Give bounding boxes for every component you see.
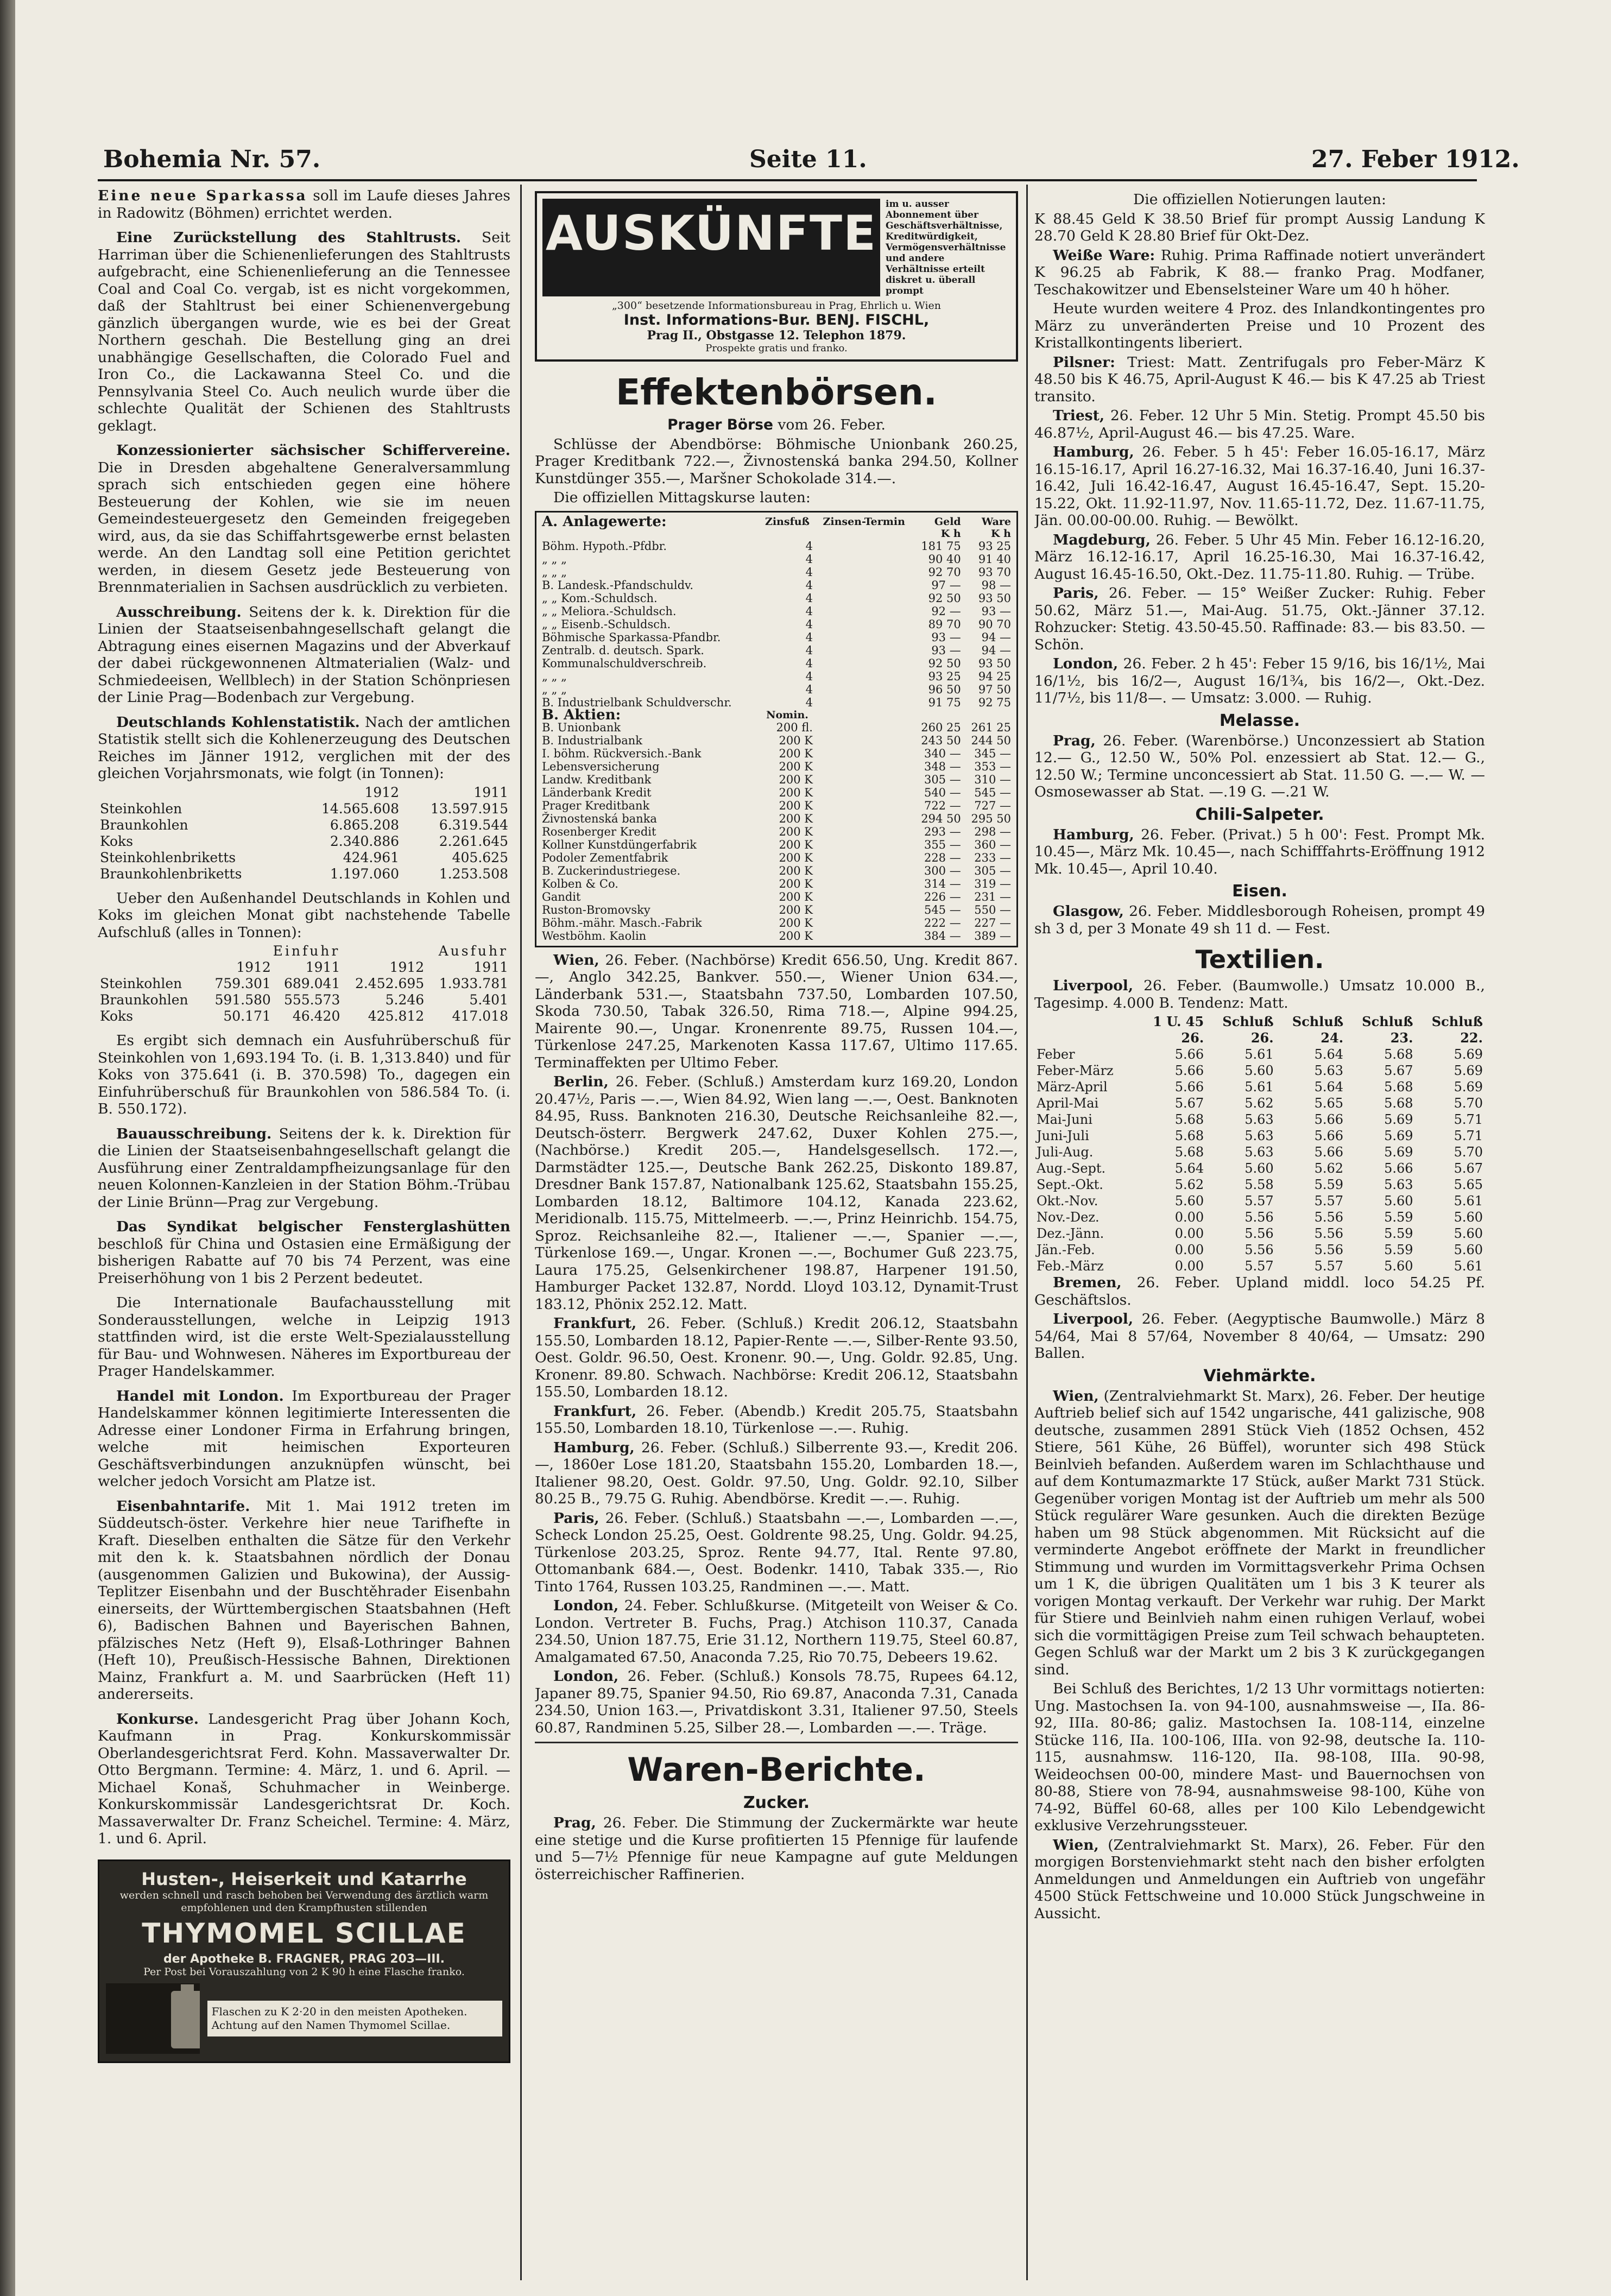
article-ausschreibung: Ausschreibung. Seitens der k. k. Direktion für die Linien der Staatseisenbahngesellschaft gelangt die Abtragung eines eisernen Magazins und der Abverkauf der dabei rückgewonnenen Altmaterialien (Walz- und Schmiedeeisen, Wellblech) in der Station Schönpriesen der Linie Prag—Bodenbach zur Vergebung. — [98, 603, 510, 706]
article-eisenbahntarife: Eisenbahntarife. Mit 1. Mai 1912 treten im Süddeutsch-öster. Verkehre hier neue Tarifhefte in Kraft. Dieselben enthalten die Sätze für den Verkehr mit den k. k. Staatsbahnen nördlich der Donau (ausgenommen Galizien und Bukowina), der Aussig-Teplitzer Eisenbahn und der Buschtěhrader Eisenbahn einerseits, der Württembergischen Staatsbahnen (Heft 6), Badischen Bahnen und Bayerischen Bahnen, pfälzisches Netz (Heft 9), Elsaß-Lothringer Bahnen (Heft 10), Preußisch-Hessische Bahnen, Direktionen Mainz, Frankfurt a. M. und Saarbrücken (Heft 11) andererseits. — [98, 1497, 510, 1703]
table-row: Lebensversicherung 200 K 348 — 353 — — [542, 760, 1011, 773]
table-row: „ „ „ 4 92 70 93 70 — [542, 565, 1011, 579]
auskuenfte-title: AUSKÜNFTE — [545, 205, 877, 261]
liverpool-baumwolle: Liverpool, 26. Feber. (Baumwolle.) Umsatz 10.000 B., Tagesimp. 4.000 B. Tendenz: Matt. — [1034, 977, 1485, 1011]
table-row: „ „ „ 4 90 40 91 40 — [542, 552, 1011, 566]
table-row: Podoler Zementfabrik 200 K 228 — 233 — — [542, 851, 1011, 864]
table-row: Kolben & Co. 200 K 314 — 319 — — [542, 877, 1011, 890]
london-schluss: London, 26. Feber. (Schluß.) Konsols 78.75, Rupees 64.12, Japaner 89.75, Spanier 94.50, Rio 69.87, Anaconda 7.31, Canada 234.50, Union 163.—, Privatdiskont 3.31, Italiener 97.50, Steels 60.87, Randminen 5.25, Silber 28.—, Lombarden —.—. Träge. — [535, 1668, 1018, 1736]
table-row: „ „ Eisenb.-Schuldsch. 4 89 70 90 70 — [542, 617, 1011, 631]
table-row: B. Industrielbank Schuldverschr. 4 91 75 92 75 — [542, 695, 1011, 709]
table-row: Okt.-Nov. 5.60 5.57 5.57 5.60 5.61 — [1037, 1193, 1483, 1209]
coal-trade-table: Einfuhr Ausfuhr 1912 1911 1912 1911 Steinkohlen 759.301 689.041 2.452.695 1.933.781 Braunkohlen 591.580 555.573 5.246 5.401 Koks 50.171 46.420 425.812 417.018 — [98, 943, 510, 1024]
table-row: Mai-Juni 5.68 5.63 5.66 5.69 5.71 — [1037, 1112, 1483, 1127]
hamburg-zucker: Hamburg, 26. Feber. 5 h 45': Feber 16.05-16.17, März 16.15-16.17, April 16.27-16.32, Mai 16.37-16.40, Juni 16.37-16.42, Juli 16.42-16.47, August 16.45-16.47, Sept. 15.20-15.22, Okt. 11.92-11.97, Nov. 11.65-11.72, Dez. 11.67-11.75, Jän. 00.00-00.00. Ruhig. — Bewölkt. — [1034, 444, 1485, 529]
table-row: Feber 5.66 5.61 5.64 5.68 5.69 — [1037, 1047, 1483, 1062]
frankfurt-boerse: Frankfurt, 26. Feber. (Schluß.) Kredit 206.12, Staatsbahn 155.50, Lombarden 18.12, Papier-Rente —.—, Silber-Rente 93.50, Oest. Goldr. 96.50, Oest. Kronenr. 90.—, Ung. Goldr. 92.85, Ung. Kronenr. 89.80. Schwach. Nachbörse: Kredit 206.12, Staatsbahn 155.50, Lombarden 18.12. — [535, 1315, 1018, 1400]
table-row: „ „ Kom.-Schuldsch. 4 92 50 93 50 — [542, 591, 1011, 605]
wien-viehmarkt-notierungen: Bei Schluß des Berichtes, 1/2 13 Uhr vormittags notierten: Ung. Mastochsen Ia. von 94-100, ausnahmsweise —, IIa. 86-92, IIIa. 80-86; galiz. Mastochsen Ia. 108-114, einzelne Stücke 116, IIa. 100-106, IIIa. von 92-98, deutsche Ia. 110-115, ausnahmsw. 116-120, IIa. 98-108, IIIa. 90-98, Weideochsen 00-00, mindere Mast- und Bauernochsen von 80-88, Stiere von 78-94, ausnahmsweise 98-100, Kühe von 74-92, Büffel 60-68, alles per 100 Kilo Lebendgewicht exklusive Verzehrungssteuer. — [1034, 1680, 1485, 1834]
article-aussenhandel: Ueber den Außenhandel Deutschlands in Kohlen und Koks im gleichen Monat gibt nachstehende Tabelle Aufschluß (alles in Tonnen): — [98, 889, 510, 941]
article-bauausschreibung: Bauausschreibung. Seitens der k. k. Direktion für die Linien der Staatseisenbahngesellschaft gelangt die Ausführung einer Zentraldampfheizungsanlage für den neuen Kolonnen-Kanzleien in der Station Böhm.-Trübau der Linie Brünn—Prag zur Vergebung. — [98, 1125, 510, 1211]
column-3 — [1034, 191, 1485, 2281]
melasse-prag: Prag, 26. Feber. (Warenbörse.) Unconzessiert ab Station 12.— G., 12.50 W., 50% Pol. enzessiert ab Stat. 12.— G., 12.50 W.; Termine unconcessiert ab Stat. 11.50 G. —.— W. — Osmosewasser ab Stat. —.19 G. —.21 W. — [1034, 732, 1485, 800]
table-row: März-April 5.66 5.61 5.64 5.68 5.69 — [1037, 1079, 1483, 1095]
inlandkontingent: Heute wurden weitere 4 Proz. des Inlandkontingentes pro März zu unveränderten Preise und 10 Prozent des Kristallkontingents liberiert. — [1034, 300, 1485, 351]
table-row: Aug.-Sept. 5.64 5.60 5.62 5.66 5.67 — [1037, 1161, 1483, 1176]
table-row: Braunkohlen 591.580 555.573 5.246 5.401 — [100, 992, 508, 1008]
chili-salpeter-title: Chili-Salpeter. — [1195, 805, 1324, 824]
table-row: Landw. Kreditbank 200 K 305 — 310 — — [542, 773, 1011, 786]
table-row: Feber-März 5.66 5.60 5.63 5.67 5.69 — [1037, 1063, 1483, 1078]
table-row: B. Landesk.-Pfandschuldv. 4 97 — 98 — — [542, 578, 1011, 592]
coal-production-table: 1912 1911 Steinkohlen 14.565.608 13.597.915 Braunkohlen 6.865.208 6.319.544 Koks 2.340.886 2.261.645 Steinkohlenbriketts 424.961 405.625 Braunkohlenbriketts 1.197.060 1.253.508 — [98, 785, 510, 882]
table-row: Rosenberger Kredit 200 K 293 — 298 — — [542, 825, 1011, 838]
header-page-number: Seite 11. — [749, 146, 867, 173]
header-issue: Bohemia Nr. 57. — [103, 146, 321, 173]
zucker-title: Zucker. — [743, 1793, 810, 1812]
table-row: Živnostenská banka 200 K 294 50 295 50 — [542, 812, 1011, 825]
header-date: 27. Feber 1912. — [1311, 146, 1520, 173]
table-row: Sept.-Okt. 5.62 5.58 5.59 5.63 5.65 — [1037, 1177, 1483, 1192]
article-syndikat: Das Syndikat belgischer Fensterglashütten beschloß für China und Ostasien eine Ermäßigung der bisherigen Rabatte auf 70 bis 74 Perzent, was eine Preiserhöhung von 1 bis 2 Perzent bedeutet. — [98, 1218, 510, 1287]
table-row: Kollner Kunstdüngerfabrik 200 K 355 — 360 — — [542, 838, 1011, 851]
table-row: Braunkohlenbriketts 1.197.060 1.253.508 — [100, 865, 508, 882]
chili-hamburg: Hamburg, 26. Feber. (Privat.) 5 h 00': Fest. Prompt Mk. 10.45—, März Mk. 10.45—, nach Schifffahrts-Eröffnung 1912 Mk. 10.45—, April 10.40. — [1034, 826, 1485, 877]
table-row: Koks 50.171 46.420 425.812 417.018 — [100, 1008, 508, 1024]
table-row: „ „ „ 4 96 50 97 50 — [542, 682, 1011, 696]
eisen-title: Eisen. — [1232, 882, 1287, 901]
table-row: Böhmische Sparkassa-Pfandbr. 4 93 — 94 — — [542, 630, 1011, 644]
column-rule-2 — [1026, 185, 1028, 2280]
table-row: B. Industrialbank 200 K 243 50 244 50 — [542, 733, 1011, 747]
zucker-prag: Prag, 26. Feber. Die Stimmung der Zuckermärkte war heute eine stetige und die Kurse profitierten 15 Pfennige für laufende und 5—7½ Pfennige für neue Kampagne auf gute Meldungen österreichischer Raffinerien. — [535, 1814, 1018, 1883]
article-konkurse: Konkurse. Landesgericht Prag über Johann Koch, Kaufmann in Prag. Konkurskommissär Oberlandesgerichtsrat Ferd. Kohn. Massaverwalter Dr. Otto Bergmann. Termine: 4. März, 1. und 6. April. — Michael Konaš, Schuhmacher in Weinberge. Konkurskommissär Landesgerichtsrat Dr. Koch. Massaverwalter Dr. Franz Scheichel. Termine: 4. März, 1. und 6. April. — [98, 1710, 510, 1847]
article-baufachausstellung: Die Internationale Baufachausstellung mit Sonderausstellungen, welche in Leipzig 1913 stattfinden wird, ist die erste Welt-Spezialausstellung für Bau- und Wohnwesen. Näheres im Exportbureau der Prager Handelskammer. — [98, 1294, 510, 1380]
table-row: Zentralb. d. deutsch. Spark. 4 93 — 94 — — [542, 643, 1011, 657]
bremen-baumwolle: Bremen, 26. Feber. Upland middl. loco 54.25 Pf. Geschäftslos. — [1034, 1274, 1485, 1308]
table-row: „ „ Meliora.-Schuldsch. 4 92 — 93 — — [542, 604, 1011, 618]
table-row: Prager Kreditbank 200 K 722 — 727 — — [542, 799, 1011, 812]
table-row: Juli-Aug. 5.68 5.63 5.66 5.69 5.70 — [1037, 1144, 1483, 1160]
article-ueberschuss: Es ergibt sich demnach ein Ausfuhrüberschuß für Steinkohlen von 1,693.194 To. (i. B. 1,313.840) und für Koks von 375.641 (i. B. 370.598) To., dagegen ein Einfuhrüberschuß für Braunkohlen von 586.584 To. (i. B. 550.172). — [98, 1032, 510, 1117]
table-row: Kommunalschuldverschreib. 4 92 50 93 50 — [542, 656, 1011, 670]
notierungen-head: Die offiziellen Notierungen lauten: — [1133, 191, 1386, 208]
table-row: Nov.-Dez. 0.00 5.56 5.56 5.59 5.60 — [1037, 1210, 1483, 1225]
article-schiffervereine: Konzessionierter sächsischer Schiffervereine. Die in Dresden abgehaltene Generalversammlung sprach sich entschieden gegen eine höhere Besteuerung der Kohlen, wie sie im neuen Gemeindesteuergesetz den Gemeinden freigegeben wird, aus, da sie das Schiffahrtsgewerbe ernst belasten werde. An den Landtag soll eine Petition gerichtet werden, in diesem Gesetz jede Besteuerung von Brennmaterialien in Sachsen ausdrücklich zu verbieten. — [98, 442, 510, 596]
berlin-boerse: Berlin, 26. Feber. (Schluß.) Amsterdam kurz 169.20, London 20.47½, Paris —.—, Wien 84.92, Wien lang —.—, Oest. Banknoten 84.95, Russ. Banknoten 216.30, Deutsche Reichsanleihe 82.—, Deutsch-österr. Bergwerk 247.62, Duxer Kohlen 275.—, (Nachbörse.) Kredit 205.—, Handelsgesellsch. 172.—, Darmstädter 125.—, Deutsche Bank 262.25, Diskonto 189.87, Dresdner Bank 157.87, Nationalbank 125.62, Staatsbahn 155.25, Lombarden 18.12, Baltimore 104.12, Kanada 223.62, Meridionalb. 115.75, Mittelmeerb. —.—, Prinz Heinrichb. 154.75, Sproz. Reichsanleihe 82.—, Italiener —.—, Spanier —.—, Türkenlose 169.—, Ungar. Kronen —.—, Bochumer Guß 223.75, Laura 175.25, Gelsenkirchener 198.87, Harpener 191.50, Hamburger Packet 132.87, Nordd. Lloyd 103.12, Dynamit-Trust 183.12, Phönix 252.12. Matt. — [535, 1073, 1018, 1313]
auskuenfte-advertisement: AUSKÜNFTE im u. ausser Abonnement über Geschäftsverhältnisse, Kreditwürdigkeit, Vermögensverhältnisse und andere Verhältnisse erteilt diskret u. überall prompt „300“ besetzende Informationsbureau in Prag, Ehrlich u. Wien Inst. Informations-Bur. BENJ. FISCHL, Prag II., Obstgasse 12. Telephon 1879. Prospekte gratis und franko. — [535, 191, 1018, 362]
column-2 — [535, 191, 1018, 2281]
prager-boerse-text: Schlüsse der Abendbörse: Böhmische Unionbank 260.25, Prager Kreditbank 722.—, Živnostenská banka 294.50, Kollner Kunstdünger 355.—, Maršner Schokolade 314.—. — [535, 435, 1018, 487]
london-boerse: London, 24. Feber. Schlußkurse. (Mitgeteilt von Weiser & Co. London. Vertreter B. Fuchs, Prag.) Atchison 110.37, Canada 234.50, Union 187.75, Erie 31.12, Northern 119.75, Steel 60.87, Amalgamated 67.50, Anaconda 7.25, Rio 70.75, Debeers 19.62. — [535, 1597, 1018, 1666]
wien-borstenvieh: Wien, (Zentralviehmarkt St. Marx), 26. Feber. Für den morgigen Borstenviehmarkt steht nach den bisher erfolgten Anmeldungen und Anmeldungen ein Auftrieb von ungefähr 4500 Stück Fettschweine und 10.000 Stück Jungschweine in Aussicht. — [1034, 1836, 1485, 1922]
thymomel-brand: THYMOMEL SCILLAE — [142, 1917, 466, 1949]
article-handel-london: Handel mit London. Im Exportbureau der Prager Handelskammer können legitimierte Interessenten die Adresse einer Londoner Firma in Erfahrung bringen, welche mit heimischen Exporteuren Geschäftsverbindungen anzuknüpfen wünscht, bei welcher jedoch Vorsicht am Platze ist. — [98, 1387, 510, 1490]
london-zucker: London, 26. Feber. 2 h 45': Feber 15 9/16, bis 16/1½, Mai 16/1½, bis 16/2—, August 16/1¾, bis 16/2—, Okt.-Dez. 11/7½, bis 11/8—. — Umsatz: 3.000. — Ruhig. — [1034, 655, 1485, 706]
table-row: Feb.-März 0.00 5.57 5.57 5.60 5.61 — [1037, 1258, 1483, 1274]
thymomel-advertisement: Husten-, Heiserkeit und Katarrhe werden schnell und rasch behoben bei Verwendung des ärztlich warm empfohlenen und den Krampfhusten stillenden THYMOMEL SCILLAE der Apotheke B. FRAGNER, PRAG 203—III. Per Post bei Vorauszahlung von 2 K 90 h eine Flasche franko. Flaschen zu K 2·20 in den meisten Apotheken. Achtung auf den Namen Thymomel Scillae. — [98, 1859, 510, 2063]
table-row: Dez.-Jänn. 0.00 5.56 5.56 5.59 5.60 — [1037, 1226, 1483, 1241]
article-sparkassa: Eine neue Sparkassa soll im Laufe dieses Jahres in Radowitz (Böhmen) errichtet werden. — [98, 187, 510, 222]
wien-boerse: Wien, 26. Feber. (Nachbörse) Kredit 656.50, Ung. Kredit 867.—, Anglo 342.25, Bankver. 550.—, Wiener Union 634.—, Länderbank 531.—, Staatsbahn 737.50, Lombarden 107.50, Skoda 730.50, Tabak 326.50, Rima 718.—, Alpine 994.25, Mairente 90.—, Ungar. Kronenrente 89.75, Russen 104.—, Türkenlose 247.25, Markenoten Kassa 117.67, Ultimo 117.65. Terminaffekten per Ultimo Feber. — [535, 951, 1018, 1071]
eisen-glasgow: Glasgow, 26. Feber. Middlesborough Roheisen, prompt 49 sh 3 d, per 3 Monate 49 sh 11 d. — Fest. — [1034, 903, 1485, 937]
table-row: Juni-Juli 5.68 5.63 5.66 5.69 5.71 — [1037, 1128, 1483, 1143]
header-rule — [98, 179, 1477, 181]
anlagewerte-table: A. Anlagewerte: Zinsfuß Zinsen-Termin Geld Ware K h K h Böhm. Hypoth.-Pfdbr. 4 181 75 93 25 „ „ „ 4 90 40 91 40 „ „ „ 4 92 70 93 70 B. Landesk.-Pfandschuldv. 4 97 — 98 — „ „ Kom.-Schuldsch. 4 92 50 93 50 „ „ Meliora.-Schuldsch. 4 92 — 93 — „ „ Eisenb.-Schuldsch. 4 89 70 90 70 Böhmische Sparkassa-Pfandbr. 4 93 — 94 — Zentralb. d. deutsch. Spark. 4 93 — 94 — Kommunalschuldverschreib. 4 92 50 93 50 „ „ „ 4 93 25 94 25 „ „ „ 4 96 50 97 50 B. Industrielbank Schuldverschr. 4 91 75 92 75 B. Aktien: Nomin. B. Unionbank 200 fl. 260 25 261 25 B. Industrialbank 200 K 243 50 244 50 I. böhm. Rückversich.-Bank 200 K 340 — 345 — Lebensversicherung 200 K 348 — 353 — Landw. Kreditbank 200 K 305 — 310 — Länderbank Kredit 200 K 540 — 545 — Prager Kreditbank 200 K 722 — 727 — Živnostenská banka 200 K 294 50 295 50 Rosenberger Kredit 200 K 293 — 298 — Kollner Kunstdüngerfabrik 200 K 355 — 360 — Podoler Zementfabrik 200 K 228 — 233 — B. Zuckerindustriegese. 200 K 300 — 305 — Kolben & Co. 200 K 314 — 319 — Gandit 200 K 226 — 231 — Ruston-Bromovsky 200 K 545 — 550 — Böhm.-mähr. Masch.-Fabrik 200 K 222 — 227 — Westböhm. Kaolin 200 K 384 — 389 — — [540, 516, 1013, 943]
table-row: Böhm.-mähr. Masch.-Fabrik 200 K 222 — 227 — — [542, 916, 1011, 929]
magdeburg-zucker: Magdeburg, 26. Feber. 5 Uhr 45 Min. Feber 16.12-16.20, März 16.12-16.17, April 16.25-16.30, Mai 16.37-16.42, August 16.45-16.50, Okt.-Dez. 11.75-11.80. Ruhig. — Trübe. — [1034, 531, 1485, 583]
wien-viehmarkt: Wien, (Zentralviehmarkt St. Marx), 26. Feber. Der heutige Auftrieb belief sich auf 1542 ungarische, 441 galizische, 908 deutsche, zusammen 2891 Stück Vieh (1852 Ochsen, 452 Stiere, 561 Kühe, 26 Büffel), worunter sich 498 Stück Beinlvieh befanden. Außerdem waren im Schlachthause und auf dem Kontumazmarkte 17 Stück, außer Markt 731 Stück. Gegenüber vorigen Montag ist der Auftrieb um mehr als 500 Stück regulärer Ware gesunken. Auch die direkten Bezüge haben um 98 Stück abgenommen. Mit Rücksicht auf die verminderte Angebot eröffnete der Markt in freundlicher Stimmung und wurden im Vormittagsverkehr Prima Ochsen um 1 K, die übrigen Qualitäten um 1 bis 3 K teurer als vorigen Montag verkauft. Der Verkehr war ruhig. Der Markt für Stiere und Beinlvieh nahm einen ruhigen Verlauf, wobei sich die vormittägigen Preise zum Teil schwach behaupteten. Gegen Schluß war der Markt um 2 bis 3 K zurückgegangen sind. — [1034, 1387, 1485, 1678]
prager-boerse-head: Prager Börse vom 26. Feber. — [667, 416, 886, 433]
triest-zucker: Triest, 26. Feber. 12 Uhr 5 Min. Stetig. Prompt 45.50 bis 46.87½, April-August 46.— bis 47.25. Ware. — [1034, 407, 1485, 441]
table-row: Steinkohlenbriketts 424.961 405.625 — [100, 849, 508, 865]
paris-boerse: Paris, 26. Feber. (Schluß.) Staatsbahn —.—, Lombarden —.—, Scheck London 25.25, Oest. Goldrente 98.25, Ung. Goldr. 94.25, Türkenlose 203.25, Sproz. Rente 94.77, Ital. Rente 97.80, Ottomanbank 684.—, Oest. Bodenkr. 1410, Tabak 335.—, Rio Tinto 1764, Russen 103.25, Randminen —.—. Matt. — [535, 1509, 1018, 1595]
liverpool-aegyptische: Liverpool, 26. Feber. (Aegyptische Baumwolle.) März 8 54/64, Mai 8 57/64, November 8 40/64, — Umsatz: 290 Ballen. — [1034, 1311, 1485, 1362]
melasse-title: Melasse. — [1219, 711, 1300, 730]
table-row: B. Unionbank 200 fl. 260 25 261 25 — [542, 720, 1011, 734]
table-row: Gandit 200 K 226 — 231 — — [542, 890, 1011, 903]
section-divider — [535, 1742, 1018, 1743]
table-row: B. Zuckerindustriegese. 200 K 300 — 305 — — [542, 864, 1011, 877]
pilsner-zucker: Pilsner: Triest: Matt. Zentrifugals pro Feber-März K 48.50 bis K 46.75, April-August K 46.— bis K 47.25 ab Triest transito. — [1034, 353, 1485, 405]
baumwolle-table: 1 U. 45 Schluß Schluß Schluß Schluß 26. 26. 24. 23. 22. Feber 5.66 5.61 5.64 5.68 5.69 Feber-März 5.66 5.60 5.63 5.67 5.69 März-April 5.66 5.61 5.64 5.68 5.69 April-Mai 5.67 5.62 5.65 5.68 5.70 Mai-Juni 5.68 5.63 5.66 5.69 5.71 Juni-Juli 5.68 5.63 5.66 5.69 5.71 Juli-Aug. 5.68 5.63 5.66 5.69 5.70 Aug.-Sept. 5.64 5.60 5.62 5.66 5.67 Sept.-Okt. 5.62 5.58 5.59 5.63 5.65 Okt.-Nov. 5.60 5.57 5.57 5.60 5.61 Nov.-Dez. 0.00 5.56 5.56 5.59 5.60 Dez.-Jänn. 0.00 5.56 5.56 5.59 5.60 Jän.-Feb. 0.00 5.56 5.56 5.59 5.60 Feb.-März 0.00 5.57 5.57 5.60 5.61 — [1034, 1014, 1485, 1274]
bottle-icon — [106, 1983, 200, 2054]
column-1 — [98, 187, 510, 2283]
table-row: Koks 2.340.886 2.261.645 — [100, 833, 508, 849]
table-row: Westböhm. Kaolin 200 K 384 — 389 — — [542, 929, 1011, 943]
viehmaerkte-title: Viehmärkte. — [1203, 1366, 1316, 1386]
table-row: Steinkohlen 14.565.608 13.597.915 — [100, 800, 508, 817]
table-row: „ „ „ 4 93 25 94 25 — [542, 669, 1011, 683]
notierungen-text: K 88.45 Geld K 38.50 Brief für prompt Aussig Landung K 28.70 Geld K 28.80 Brief für Okt-Dez. — [1034, 210, 1485, 244]
mittagskurse-head: Die offiziellen Mittagskurse lauten: — [553, 489, 811, 506]
table-row: Ruston-Bromovsky 200 K 545 — 550 — — [542, 903, 1011, 916]
kurse-table-box — [535, 511, 1018, 947]
article-stahltrust: Eine Zurückstellung des Stahltrusts. Seit Harriman über die Schienenlieferungen des Stahltrusts aufgebracht, eine Schienenlieferung an die Tennessee Coal and Coal Co. vergab, ist es nicht vorgekommen, daß der Stahltrust bei einer Schienenvergebung gänzlich übergangen wurde, wie es bei der Great Northern geschah. Die Bestellung ging an drei unabhängige Gesellschaften, die Colorado Fuel and Iron Co., die Lackawanna Steel Co. und die Pennsylvania Steel Co. Auch neulich wurde über die schlechte Qualität der Schienen des Stahltrusts geklagt. — [98, 229, 510, 434]
effektenboersen-title: Effektenbörsen. — [616, 371, 937, 413]
table-row: Länderbank Kredit 200 K 540 — 545 — — [542, 786, 1011, 799]
waren-berichte-title: Waren-Berichte. — [627, 1751, 926, 1789]
table-row: I. böhm. Rückversich.-Bank 200 K 340 — 345 — — [542, 747, 1011, 760]
table-row: April-Mai 5.67 5.62 5.65 5.68 5.70 — [1037, 1096, 1483, 1111]
paris-zucker: Paris, 26. Feber. — 15° Weißer Zucker: Ruhig. Feber 50.62, März 51.—, Mai-Aug. 51.75, Okt.-Jänner 37.12. Rohzucker: Stetig. 43.50-45.50. Raffinade: 83.— bis 83.50. — Schön. — [1034, 585, 1485, 653]
frankfurt-abendboerse: Frankfurt, 26. Feber. (Abendb.) Kredit 205.75, Staatsbahn 155.50, Lombarden 18.10, Türkenlose —.—. Ruhig. — [535, 1402, 1018, 1437]
table-row: Braunkohlen 6.865.208 6.319.544 — [100, 817, 508, 833]
column-rule-1 — [520, 185, 522, 2280]
table-row: Böhm. Hypoth.-Pfdbr. 4 181 75 93 25 — [542, 539, 1011, 553]
table-row: Jän.-Feb. 0.00 5.56 5.56 5.59 5.60 — [1037, 1242, 1483, 1257]
weisse-ware: Weiße Ware: Ruhig. Prima Raffinade notiert unverändert K 96.25 ab Fabrik, K 88.— franko Prag. Modfaner, Teschakowitzer und Ebenselsteiner Ware um 40 h höher. — [1034, 246, 1485, 298]
table-row: Steinkohlen 759.301 689.041 2.452.695 1.933.781 — [100, 976, 508, 991]
textilien-title: Textilien. — [1195, 945, 1324, 974]
hamburg-boerse: Hamburg, 26. Feber. (Schluß.) Silberrente 93.—, Kredit 206.—, 1860er Lose 181.20, Staatsbahn 155.20, Lombarden 18.—, Italiener 98.20, Oest. Goldr. 97.50, Ung. Goldr. 92.10, Silber 80.25 B., 79.75 G. Ruhig. Abendbörse. Kredit —.—. Ruhig. — [535, 1439, 1018, 1507]
article-kohlenstatistik: Deutschlands Kohlenstatistik. Nach der amtlichen Statistik stellt sich die Kohlenerzeugung des Deutschen Reiches im Jänner 1912, verglichen mit der des gleichen Vorjahrsmonats, wie folgt (in Tonnen): — [98, 713, 510, 782]
